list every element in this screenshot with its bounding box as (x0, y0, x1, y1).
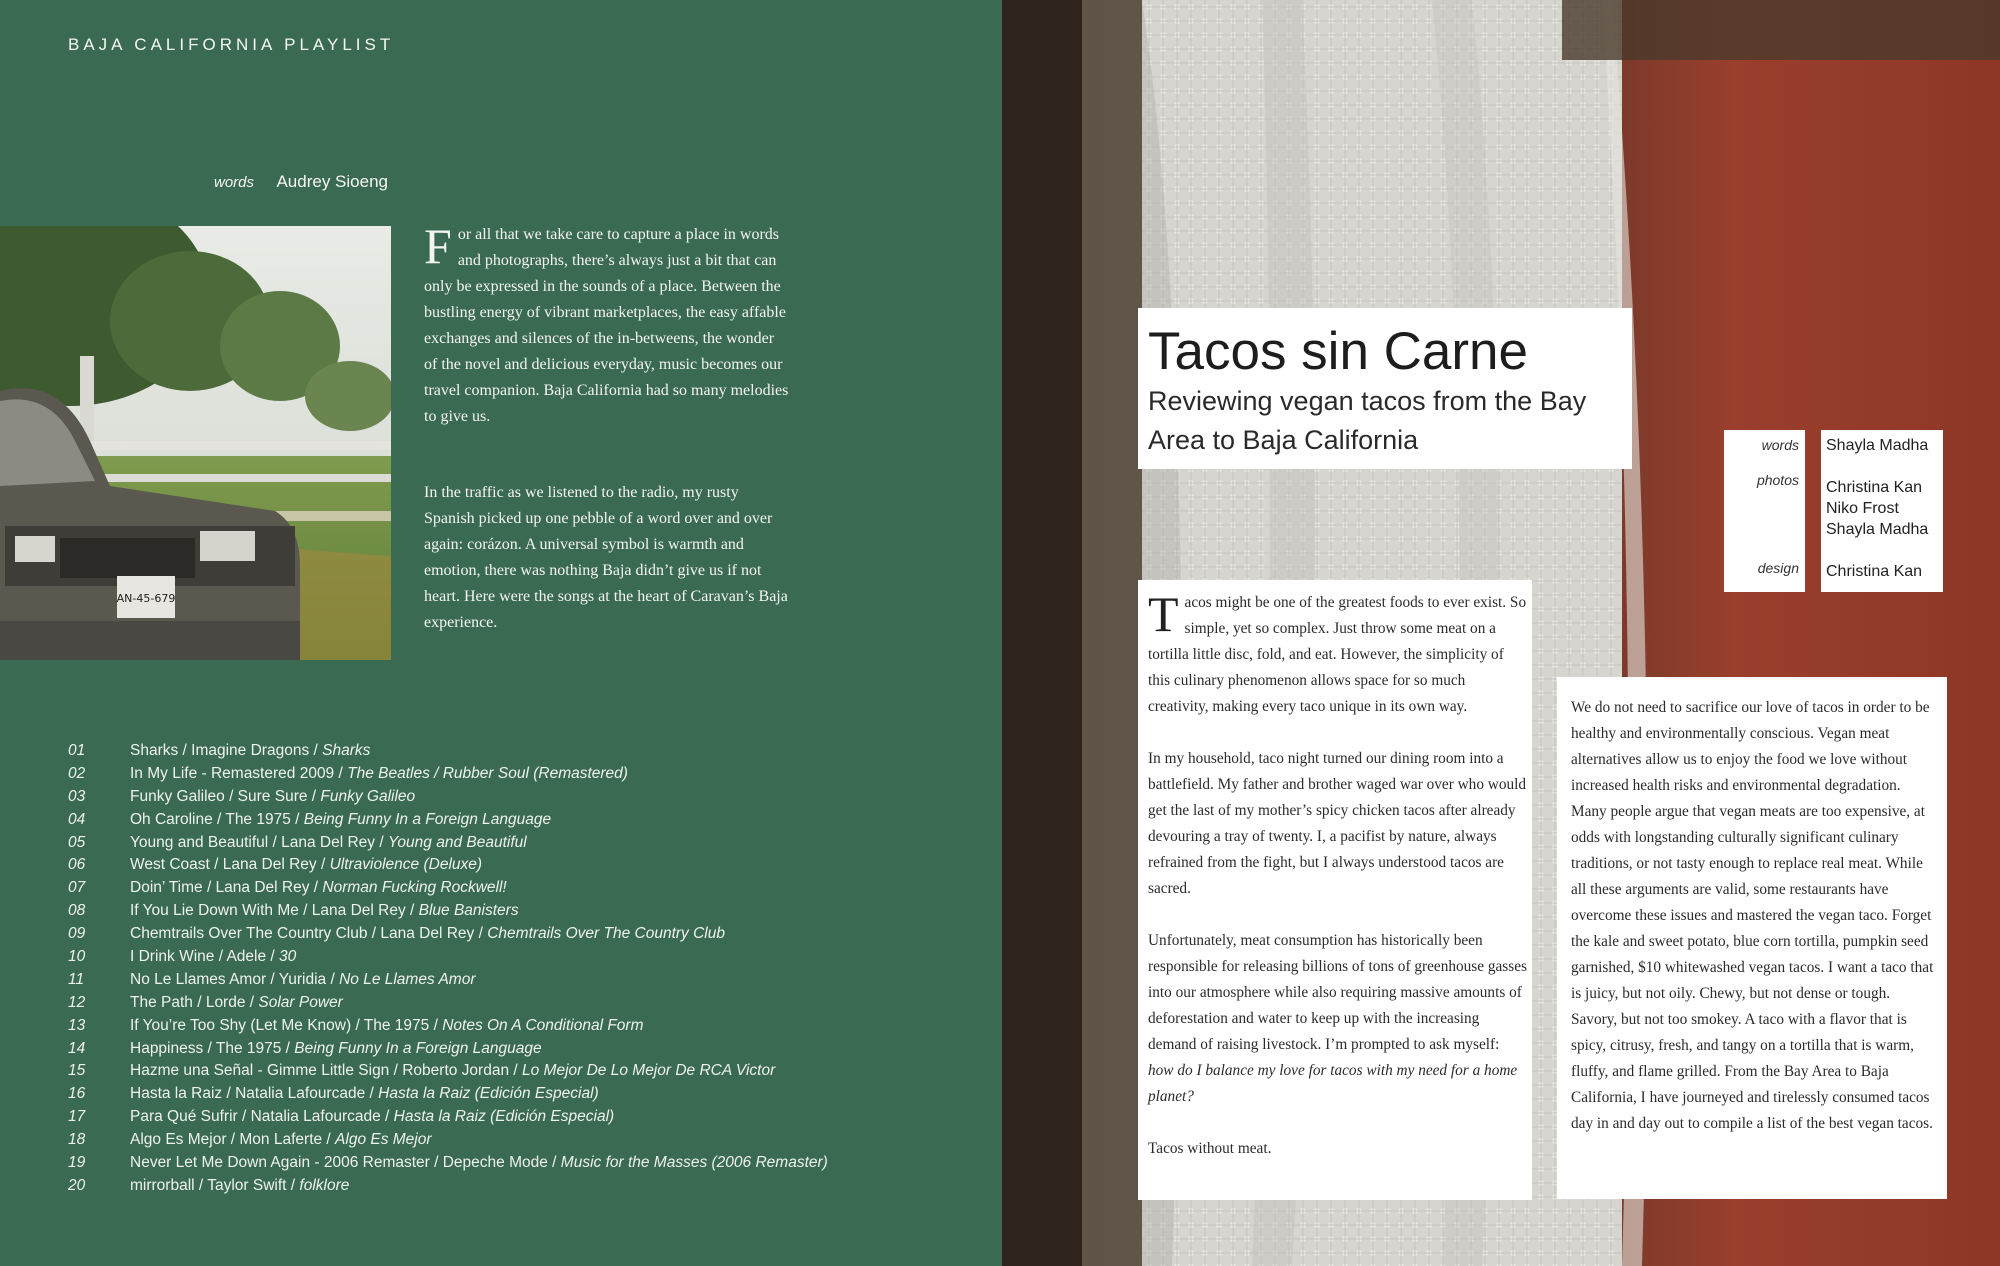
track-row (68, 900, 828, 923)
track-row (68, 946, 828, 969)
column1-paragraph-3-italic: how do I balance my love for tacos with my need for a home planet? (1148, 1062, 1518, 1105)
track-row (68, 1152, 828, 1175)
track-number: 11 (68, 970, 85, 988)
column1-paragraph-3 (1148, 928, 1527, 1110)
credit-label-photos: photos (1756, 472, 1799, 488)
track-number: 17 (68, 1108, 86, 1126)
track-album: Being Funny In a Foreign Language (294, 1039, 542, 1057)
track-song-artist: Never Let Me Down Again - 2006 Remaster / Depeche Mode / (130, 1154, 561, 1172)
track-number: 18 (68, 1131, 86, 1149)
track-number: 01 (68, 742, 86, 759)
track-album: Young and Beautiful (387, 833, 527, 851)
track-number: 19 (68, 1154, 86, 1172)
track-album: The Beatles / Rubber Soul (Remastered) (347, 764, 628, 782)
track-number: 10 (68, 948, 86, 966)
track-album: Blue Banisters (418, 902, 519, 920)
track-album: Ultraviolence (Deluxe) (329, 856, 483, 874)
track-song-artist: If You Lie Down With Me / Lana Del Rey / (130, 902, 419, 920)
track-album: Chemtrails Over The Country Club (487, 925, 725, 943)
column1-paragraph-4: Tacos without meat. (1148, 1140, 1272, 1157)
track-row (68, 763, 828, 786)
track-row (68, 809, 828, 832)
credit-labels (1724, 430, 1805, 592)
intro-paragraph-1-text: or all that we take care to capture a place in words and photographs, there’s always just a bit that can only be expressed in the sounds of a place. Between the bustling energy of vibrant marketplaces, the easy affable exchanges and silences of the in-betweens, the wonder of the novel and delicious everyday, music becomes our travel companion. Baja California had so many melodies to give us. (424, 226, 789, 425)
credit-label-design: design (1757, 560, 1799, 576)
track-row (68, 877, 828, 900)
track-number: 09 (68, 925, 86, 943)
track-album: Lo Mejor De Lo Mejor De RCA Victor (522, 1062, 776, 1080)
track-number: 05 (68, 833, 86, 851)
track-album: Hasta la Raiz (Edición Especial) (393, 1108, 615, 1126)
track-row (68, 969, 828, 992)
section-label: BAJA CALIFORNIA PLAYLIST (68, 35, 395, 54)
track-number: 20 (68, 1176, 86, 1194)
track-row (68, 1015, 828, 1038)
column2-paragraph-1: We do not need to sacrifice our love of tacos in order to be healthy and environmentally conscious. Vegan meat alternatives allow us to enjoy the food we love without increased health risks and environmental degradation. Many people argue that vegan meats are too expensive, at odds with longstanding culturally significant culinary traditions, or not tasty enough to replace real meat. While all these arguments are valid, some restaurants have overcome these issues and mastered the vegan taco. Forget the kale and sweet potato, blue corn tortilla, pumpkin seed garnished, $10 whitewashed vegan tacos. I want a taco that is juicy, but not oily. Chewy, but not dense or tough. Savory, but not too smokey. A taco with a flavor that is spicy, citrusy, fresh, and tangy on a tortilla that is warm, fluffy, and flame grilled. From the Bay Area to Baja California, I have journeyed and tirelessly consumed tacos day in and day out to compile a list of the best vegan tacos. (1571, 699, 1934, 1132)
track-album: Notes On A Conditional Form (442, 1016, 644, 1034)
track-number: 13 (68, 1016, 86, 1034)
track-row (68, 1175, 828, 1198)
truck-photo (0, 226, 391, 660)
track-number: 12 (68, 993, 86, 1011)
track-album: No Le Llames Amor (339, 970, 476, 988)
track-album: folklore (299, 1176, 350, 1194)
playlist-byline (214, 172, 388, 192)
track-song-artist: Doin’ Time / Lana Del Rey / (130, 879, 323, 897)
track-song-artist: Algo Es Mejor / Mon Laferte / (130, 1131, 336, 1149)
license-plate: AN-45-679 (116, 592, 176, 605)
track-song-artist: Chemtrails Over The Country Club / Lana Del Rey / (130, 925, 488, 943)
intro-paragraph-1 (424, 218, 790, 430)
track-number: 02 (68, 764, 86, 782)
track-album: Hasta la Raiz (Edición Especial) (378, 1085, 599, 1103)
credit-photos-name-1: Christina Kan (1826, 479, 1923, 496)
credit-words-name: Shayla Madha (1826, 437, 1929, 454)
column1-paragraph-1-text: acos might be one of the greatest foods to ever exist. So simple, yet so complex. Just throw some meat on a tortilla little disc, fold, and eat. However, the simplicity of this culinary phenomenon allows space for so much creativity, making every taco unique in its own way. (1148, 594, 1527, 715)
track-row (68, 1129, 828, 1152)
track-row (68, 923, 828, 946)
track-album: Norman Fucking Rockwell! (322, 879, 507, 897)
track-number: 15 (68, 1062, 86, 1080)
track-song-artist: No Le Llames Amor / Yuridia / (130, 970, 340, 988)
track-song-artist: Sharks / Imagine Dragons / (130, 742, 323, 759)
byline-label: words (214, 174, 255, 191)
track-album: Sharks (322, 742, 371, 759)
column1-paragraph-3-text: Unfortunately, meat consumption has historically been responsible for releasing billions of tons of greenhouse gasses into our atmosphere while also requiring massive amounts of deforestation and water to keep up with the increasing demand of raising livestock. I’m prompted to ask myself: (1148, 932, 1527, 1053)
track-song-artist: Para Qué Sufrir / Natalia Lafourcade / (130, 1108, 394, 1126)
article-column-2 (1557, 677, 1947, 1199)
credit-label-words: words (1761, 437, 1799, 453)
credit-photos-name-3: Shayla Madha (1826, 521, 1929, 538)
track-row (68, 1083, 828, 1106)
track-album: Solar Power (258, 993, 343, 1011)
tracklist (68, 740, 828, 1198)
intro-dropcap: F (424, 218, 452, 274)
track-row (68, 1038, 828, 1061)
track-album: Music for the Masses (2006 Remaster) (560, 1154, 828, 1172)
track-song-artist: If You’re Too Shy (Let Me Know) / The 1975 / (130, 1016, 443, 1034)
credit-design-name: Christina Kan (1826, 563, 1923, 580)
column1-paragraph-1 (1148, 586, 1527, 720)
credit-photos-name-2: Niko Frost (1826, 500, 1899, 517)
track-number: 08 (68, 902, 86, 920)
track-song-artist: Young and Beautiful / Lana Del Rey / (130, 833, 388, 851)
credit-values (1821, 430, 1943, 592)
track-song-artist: Hazme una Señal - Gimme Little Sign / Roberto Jordan / (130, 1062, 522, 1080)
track-song-artist: The Path / Lorde / (130, 993, 259, 1011)
track-row (68, 1060, 828, 1083)
article-column-1 (1138, 580, 1532, 1200)
article-dropcap: T (1148, 586, 1179, 642)
track-row (68, 832, 828, 855)
track-song-artist: Funky Galileo / Sure Sure / (130, 787, 321, 805)
track-album: Algo Es Mejor (335, 1131, 432, 1149)
track-song-artist: mirrorball / Taylor Swift / (130, 1176, 300, 1194)
intro-paragraph-2: In the traffic as we listened to the radio, my rusty Spanish picked up one pebble of a word over and over again: corázon. A universal symbol is warmth and emotion, there was nothing Baja didn’t give us if not heart. Here were the songs at the heart of Caravan’s Baja experience. (424, 484, 788, 631)
track-song-artist: Oh Caroline / The 1975 / (130, 810, 304, 828)
right-page (1002, 0, 2000, 1266)
track-number: 03 (68, 787, 86, 805)
track-album: Funky Galileo (320, 787, 416, 805)
track-number: 14 (68, 1039, 86, 1057)
track-album: 30 (279, 948, 297, 966)
article-subtitle: Reviewing vegan tacos from the Bay Area to Baja California (1148, 386, 1587, 455)
column1-paragraph-2: In my household, taco night turned our dining room into a battlefield. My father and brother waged war over who would get the last of my mother’s spicy chicken tacos after already devouring a tray of twenty. I, a pacifist by nature, always refrained from the fight, but I always understood tacos are sacred. (1148, 750, 1527, 897)
track-row (68, 854, 828, 877)
byline-name: Audrey Sioeng (276, 172, 388, 191)
track-song-artist: I Drink Wine / Adele / (130, 948, 280, 966)
track-number: 06 (68, 856, 86, 874)
track-row (68, 740, 828, 763)
playlist-intro (424, 218, 790, 686)
track-row (68, 1106, 828, 1129)
track-row (68, 786, 828, 809)
track-song-artist: Happiness / The 1975 / (130, 1039, 295, 1057)
article-title: Tacos sin Carne (1148, 322, 1529, 381)
track-song-artist: Hasta la Raiz / Natalia Lafourcade / (130, 1085, 379, 1103)
track-number: 04 (68, 810, 86, 828)
track-song-artist: In My Life - Remastered 2009 / (130, 764, 348, 782)
track-album: Being Funny In a Foreign Language (303, 810, 552, 828)
title-box (1138, 308, 1632, 469)
track-song-artist: West Coast / Lana Del Rey / (130, 856, 330, 874)
track-number: 16 (68, 1085, 86, 1103)
track-number: 07 (68, 879, 86, 897)
track-row (68, 992, 828, 1015)
